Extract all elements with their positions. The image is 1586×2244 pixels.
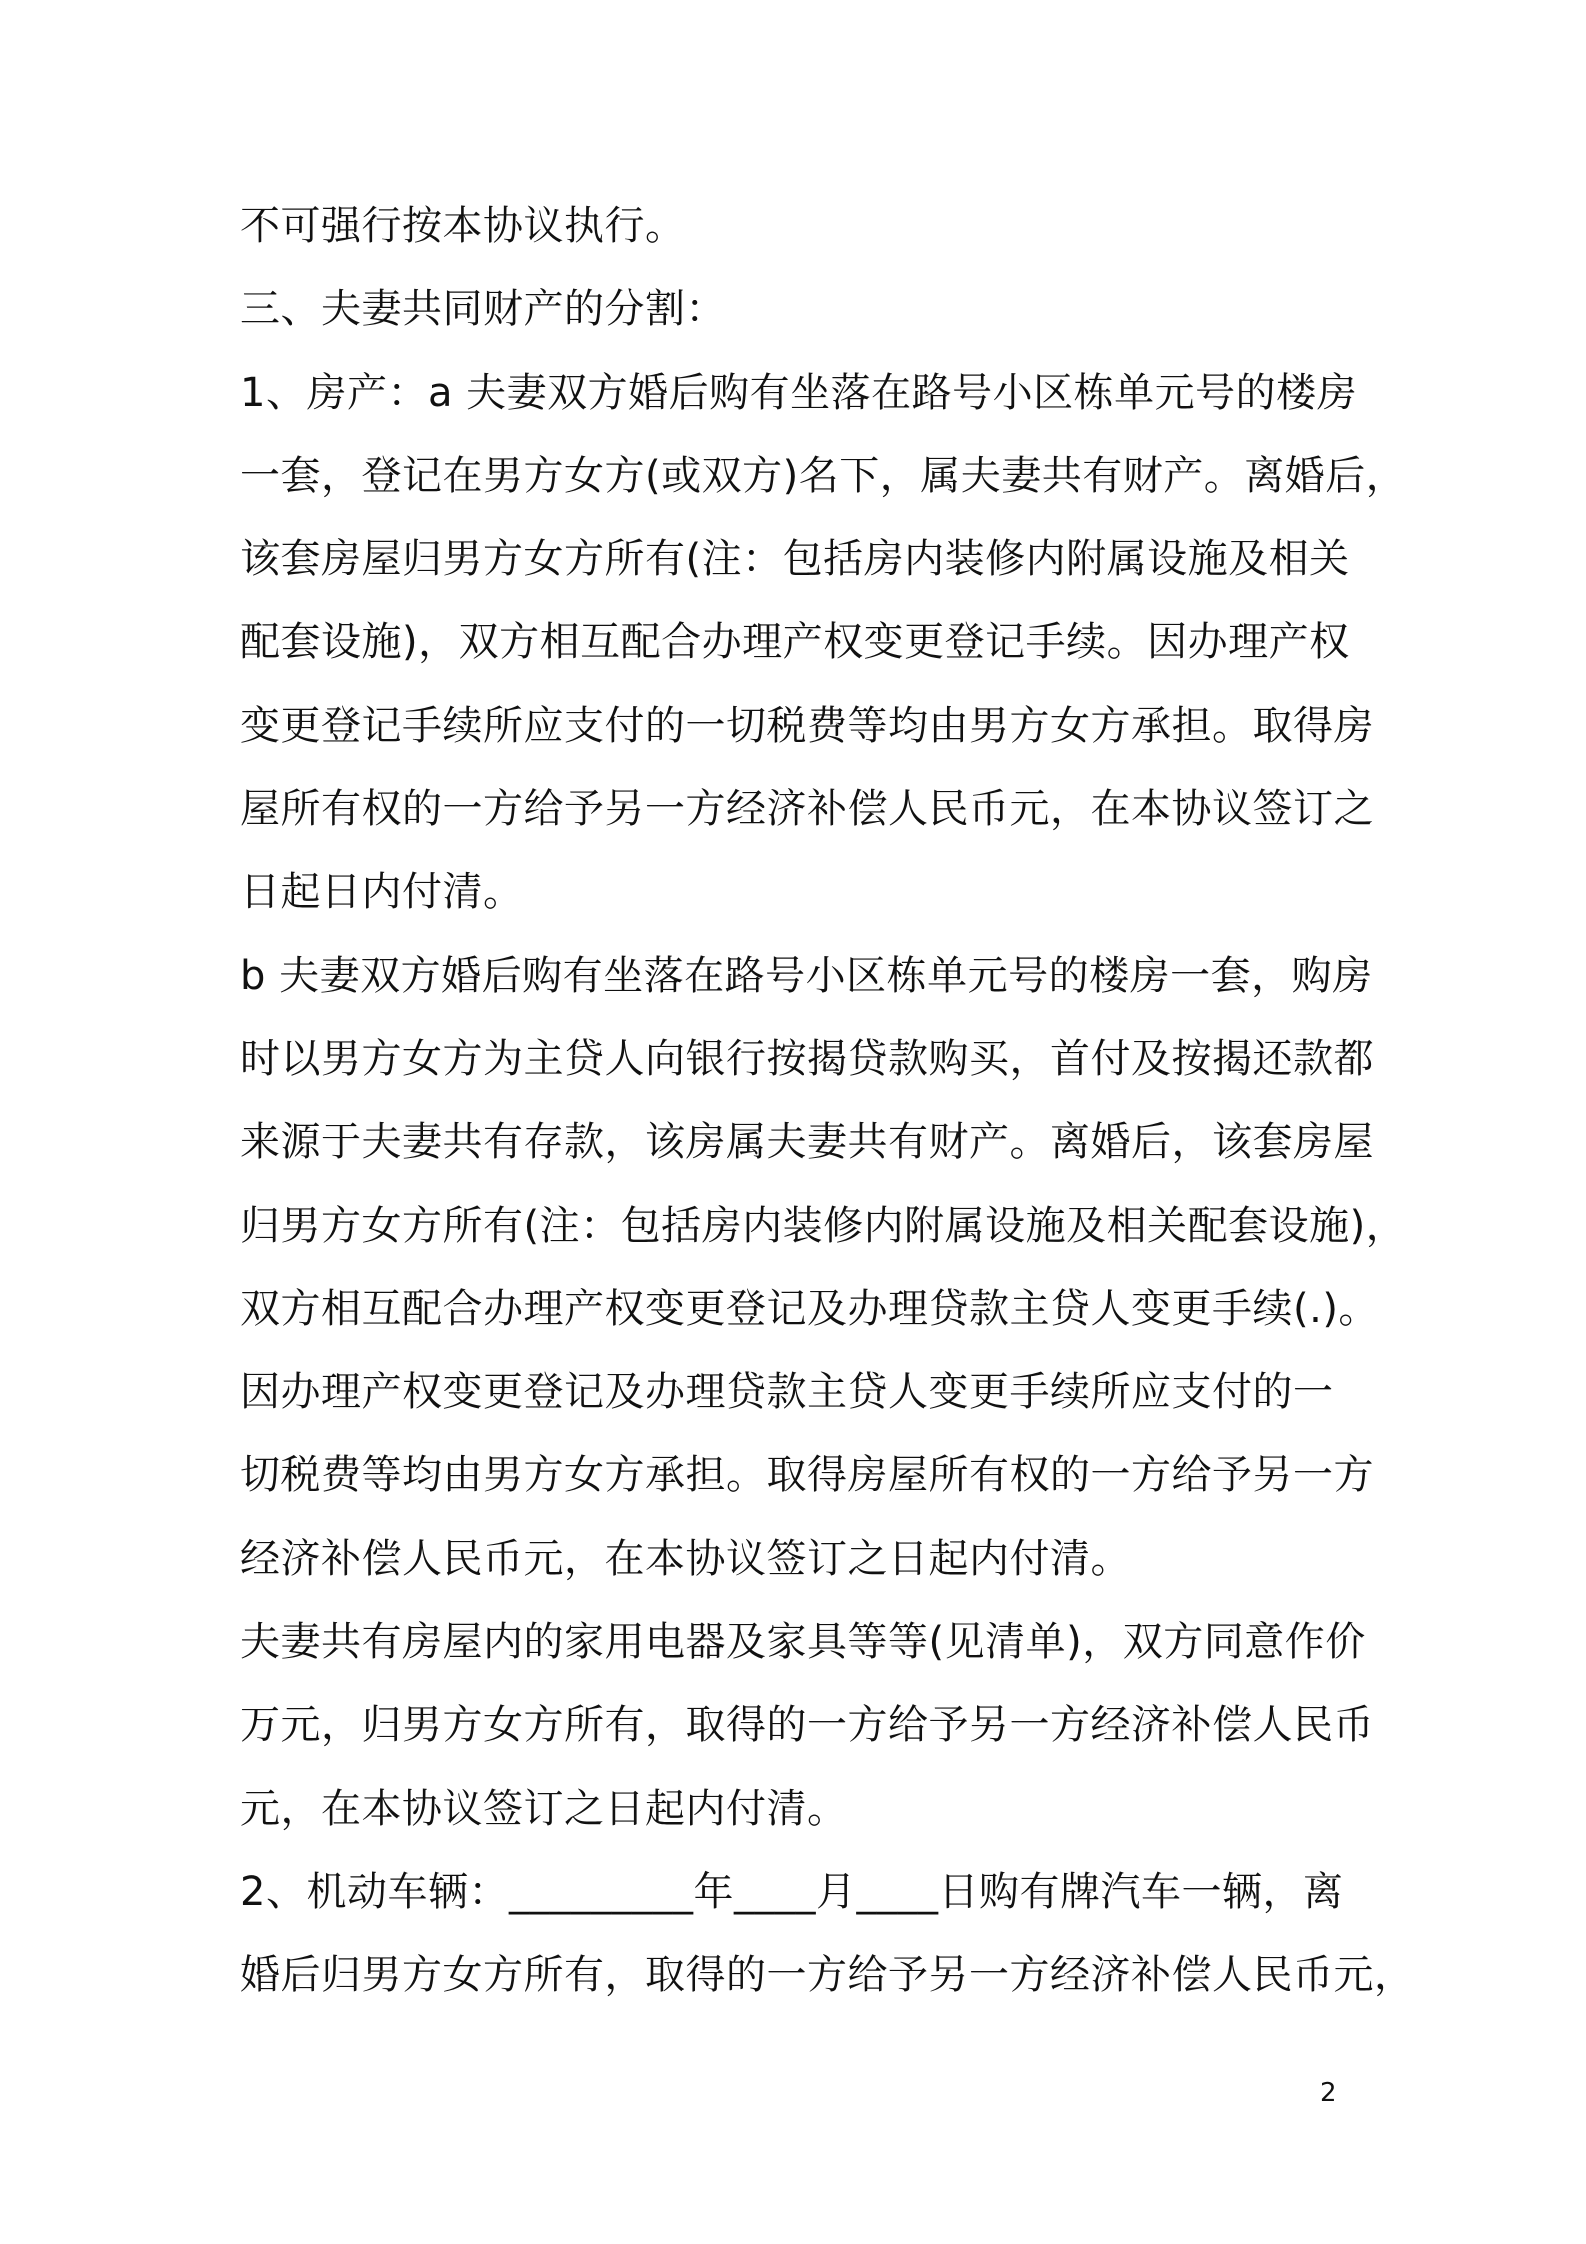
- text-line: 日起日内付清。: [240, 869, 524, 916]
- text-line: 一套，登记在男方女方(或双方)名下，属夫妻共有财产。离婚后，: [240, 452, 1407, 499]
- text-line: 屋所有权的一方给予另一方经济补偿人民币元，在本协议签订之: [240, 786, 1374, 833]
- section-heading: 三、夫妻共同财产的分割：: [240, 286, 726, 333]
- text-line: 婚后归男方女方所有，取得的一方给予另一方经济补偿人民币元，: [240, 1952, 1415, 1999]
- text-line: 2、机动车辆：_________年____月____日购有牌汽车一辆，离: [240, 1868, 1344, 1915]
- text-line: b 夫妻双方婚后购有坐落在路号小区栋单元号的楼房一套，购房: [240, 952, 1373, 999]
- text-line: 变更登记手续所应支付的一切税费等均由男方女方承担。取得房: [240, 702, 1374, 749]
- text-line: 时以男方女方为主贷人向银行按揭贷款购买，首付及按揭还款都: [240, 1035, 1374, 1082]
- text-line: 配套设施)，双方相互配合办理产权变更登记手续。因办理产权: [240, 619, 1350, 666]
- text-line: 夫妻共有房屋内的家用电器及家具等等(见清单)，双方同意作价: [240, 1619, 1366, 1666]
- document-body: [240, 185, 1415, 2018]
- text-line: 切税费等均由男方女方承担。取得房屋所有权的一方给予另一方: [240, 1452, 1374, 1499]
- text-line: 因办理产权变更登记及办理贷款主贷人变更手续所应支付的一: [240, 1369, 1334, 1416]
- text-line: 该套房屋归男方女方所有(注：包括房内装修内附属设施及相关: [240, 536, 1350, 583]
- text-line: 不可强行按本协议执行。: [240, 203, 686, 249]
- text-line: 1、房产：a 夫妻双方婚后购有坐落在路号小区栋单元号的楼房: [240, 369, 1358, 416]
- text-line: 万元，归男方女方所有，取得的一方给予另一方经济补偿人民币: [240, 1702, 1374, 1749]
- text-line: 归男方女方所有(注：包括房内装修内附属设施及相关配套设施)，: [240, 1202, 1407, 1249]
- text-line: 双方相互配合办理产权变更登记及办理贷款主贷人变更手续(.)。: [240, 1285, 1379, 1332]
- text-line: 经济补偿人民币元，在本协议签订之日起内付清。: [240, 1535, 1131, 1582]
- text-line: 来源于夫妻共有存款，该房属夫妻共有财产。离婚后，该套房屋: [240, 1119, 1374, 1166]
- page-number: 2: [1320, 2078, 1337, 2108]
- text-line: 元，在本协议签订之日起内付清。: [240, 1785, 848, 1832]
